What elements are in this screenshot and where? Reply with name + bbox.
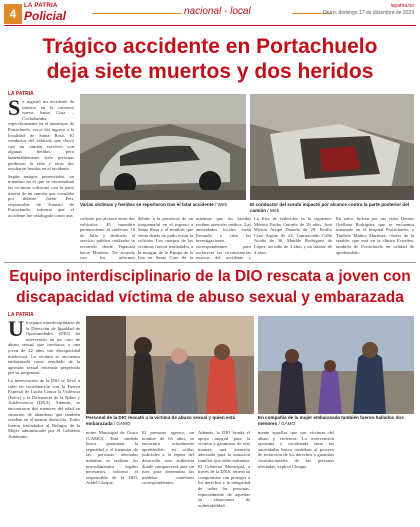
story2-caption-2-credit: / GAMO bbox=[278, 420, 296, 426]
section-brand: Policial bbox=[24, 9, 67, 23]
newspaper-name: LA PATRIA bbox=[24, 3, 58, 9]
story1-caption-2-credit: / Web bbox=[267, 207, 280, 213]
story2-photo-2 bbox=[258, 316, 414, 414]
story1-column-4: mientras que los heridos reciben atención médica. Las autoridades locales están llevando a cabo las investigaciones correspondientes para esclarecer las circunstancias exactas del accidente y bbox=[196, 216, 251, 260]
story2-headline-line1: Equipo interdisciplinario de la DIO rescata a joven con bbox=[9, 268, 411, 285]
story1-column-3: debido a la presencia de un torquemaful en el ingreso a Santa Rosa y el minibús que venía detrás no pudo evitar la colisión. Los cuerpos de las víctimas fueron trasladados a la morgue de la Pampa de la Isla en Santa Cruz de la bbox=[138, 216, 193, 260]
section-label: nacional - local bbox=[184, 6, 251, 17]
crashed-car-image bbox=[80, 94, 246, 200]
story1-byline: LA PATRIA bbox=[8, 91, 34, 97]
story2-column-1 bbox=[8, 320, 80, 524]
story2-headline bbox=[6, 266, 414, 308]
story1-dropcap: S bbox=[8, 99, 21, 120]
story1-col1-text: e registró un accidente de tránsito en la carretera nueva Santa Cruz – Cochabamba, específicamente en el municipio de Portachuelo, cerca del ingreso a la localidad de Santa Rosa. El conductor del vehículo que chocó con un camión revolvió con algunas heridas, pero lamentablemente siete personas perdieron la vida y otras dos resultaron heridas en el incidente. bbox=[8, 99, 74, 172]
story1-column-6: En tanto, luchan por sus vidas Dennis Orellana Rodríguez que se encuentra internado en el hospital Portachuelo, y Timbrio Muñoz Martínez, chofer de la serable, que está en la clínica Ecoeden, también de Portachuelo en calidad de aprehendido. bbox=[336, 216, 414, 255]
header-site: lapatria.bo bbox=[390, 3, 414, 9]
story1-caption-1-text: Varias víctimas y heridos se reportaron tras el fatal accidente bbox=[80, 202, 214, 207]
story2-caption-1-credit: / GAMO bbox=[113, 420, 131, 426]
page-number: 4 bbox=[4, 4, 22, 24]
story1-photo-2 bbox=[250, 94, 414, 200]
story2-caption-2 bbox=[258, 415, 414, 426]
story1-caption-1-credit: / Web bbox=[215, 202, 227, 207]
story1-caption-2-text: El conductor del surubí impactó por alcance contra la parte posterior del camión bbox=[250, 202, 410, 213]
header-rule-left bbox=[92, 13, 182, 14]
story2-column-3: El presunto agresor, un hombre de 65 años, se encuentra actualmente aprehendido en celdas judiciales a la espera del desarrollo una audiencia donde comparecerá ante un juez para determinar las medidas cautelares correspondientes. bbox=[142, 430, 194, 486]
story1-headline-line2: deja siete muertos y dos heridos bbox=[46, 60, 374, 83]
story1-column-1 bbox=[8, 99, 74, 254]
rescue-team-image bbox=[86, 316, 254, 414]
wrecked-minibus-image bbox=[250, 94, 414, 200]
story1-headline bbox=[6, 34, 414, 84]
story1-caption-1 bbox=[80, 202, 246, 208]
women-and-children-image bbox=[258, 316, 414, 414]
story1-caption-2 bbox=[250, 202, 414, 213]
story2-column-2: nomo Municipal de Oruro (GAMO). Esta medida busca garantizar la seguridad y el bienestar de las personas afectadas mientras se realizan los procedimientos legales necesarios, informó el responsable de la DIO, Addel Choque. bbox=[86, 430, 138, 486]
story2-col1-text: n equipo interdisciplinario de la Dirección de Igualdad de Oportunidades (DIO) ha intervenido en un caso de abuso sexual que involucra a una joven de 22 años con discapacidad intelectual. La víctima se encuentra embarazada como resultado de la agresión sexual reiterada perpetrada por su progenitor. bbox=[8, 320, 80, 376]
story2-caption-1 bbox=[86, 415, 254, 426]
story1-column-2: colisión por alcance entre dos vehículos. El miembro perteneciente al sindicato 16 de Julio y dedicado al servicio público realizaba su recorrido desde Yapacaní hacia Montero. De acuerdo con los informes bbox=[80, 216, 135, 260]
story1-headline-line1: Trágico accidente en Portachuelo bbox=[42, 35, 378, 58]
story2-dropcap: U bbox=[8, 320, 24, 341]
story1-col1b-text: Según testigos presenciales, un miembro en el que se encontraban las víctimas colisionó con la parte trasera de un camión que circulaba por delante. Javier Peri, responsable de Tránsito de Portachuelo, informó que el accidente fue catalogado como una bbox=[8, 173, 74, 218]
story2-headline-line2: discapacidad víctima de abuso sexual y embarazada bbox=[16, 289, 404, 306]
story2-column-4: Además, la DIO brinda el apoyo integral para la víctima y garantizar de esta manera una atención adecuada para la situación familiar que debe enfrentar. El Gobierno Municipal, a través de la DNA, reiteró su compromiso con proteger a los derechos y la integridad de todas las personas, especialmente de aquellas en situaciones de vulnerabilidad. bbox=[198, 430, 250, 508]
story1-column-5: La lista de fallecidos es la siguiente: Mónica Pacha Caiceño de 29 años, José Wilson Arispe Donado de 29, Emilio Cruz Argote de 24, Gumercindo Calle Acuña de 36, Matilde Rodríguez de López, un niño de 4 años y un infante de 4 años. bbox=[254, 216, 332, 255]
story2-col1b-text: La intervención de la DIO se llevó a cabo en coordinación con la Fuerza Especial de Lucha Contra la Violencia (Felcv) y la Defensoría de la Niñez y Adolescencia (DNA). Además, se encontraron dos menores del edad en situación de abandono que también residían en el mismo domicilio. Todos fueron trasladados al Refugio de la Mujer administrado por el Gobierno Autónomo bbox=[8, 377, 80, 439]
story2-caption-2-text: En compañía de la mujer embarazada también fueron hallados dos menores bbox=[258, 415, 404, 426]
header-divider bbox=[4, 25, 416, 26]
story2-caption-1-text: Personal de la DIO rescató a la víctima de abuso sexual y quien está embarazada bbox=[86, 415, 236, 426]
story2-byline: LA PATRIA bbox=[8, 312, 34, 318]
story-divider bbox=[4, 262, 416, 263]
story2-column-6 bbox=[338, 430, 414, 524]
story2-photo-1 bbox=[86, 316, 254, 414]
story1-photo-1 bbox=[80, 94, 246, 200]
story2-column-5: mente aquellas que son víctimas del abuso y violencia. La intervención oportuna y coordinada entre las autoridades busca contribuir al proceso de reducción de los derechos y garantías constitucionales de las personas afectadas, explicó Choque. bbox=[258, 430, 334, 469]
header-date: Oruro, domingo 17 de diciembre de 2023 bbox=[322, 10, 414, 16]
